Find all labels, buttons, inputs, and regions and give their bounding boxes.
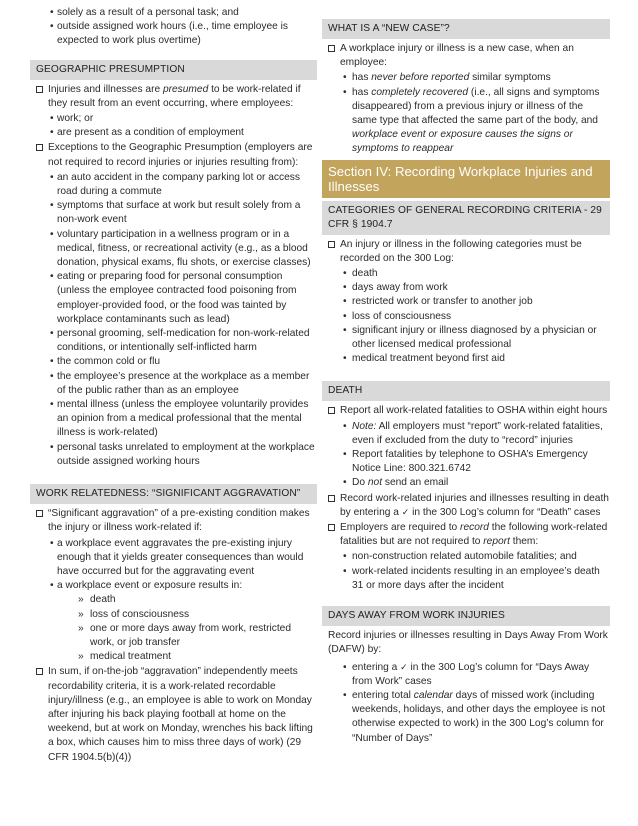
list-item: • work-related incidents resulting in an employee’s death 31 or more days after the incident [322, 565, 610, 593]
checkbox-item: Report all work-related fatalities to OSHA within eight hours [322, 404, 610, 418]
categories-list [322, 267, 610, 366]
checkbox-icon [36, 668, 43, 675]
bullet-list [30, 112, 317, 140]
list-item: • entering a ✓ in the 300 Log’s column for “Days Away from Work” cases [322, 661, 610, 689]
checkbox-icon [328, 524, 335, 531]
list-item: • loss of consciousness [322, 310, 610, 324]
sub-list-item: » loss of consciousness [30, 608, 317, 622]
list-item: • work; or [30, 112, 317, 126]
list-item: • medical treatment beyond first aid [322, 352, 610, 366]
list-item: • a workplace event or exposure results in: » death » loss of consciousness » one or more days away from work, restricted work, or job transfer » medical treatment [30, 579, 317, 664]
list-item: • mental illness (unless the employee voluntarily provides an opinion from a medical professional that the mental illness is work-related) [30, 398, 317, 441]
checkbox-item: In sum, if on-the-job “aggravation” independently meets recordability criteria, it is a work-related recordable injury/illness (e.g., an employee is able to work on Monday after injuring his back playing football at home on the weekend, but at work on Monday, wrenches his back lifting a box, which causes him to miss three days of work) (29 CFR 1904.5(b)(4)) [30, 665, 317, 764]
check-mark-icon: ✓ [401, 507, 410, 518]
check-mark-icon: ✓ [400, 662, 408, 673]
checkbox-icon [36, 144, 43, 151]
section-header-geographic-presumption: GEOGRAPHIC PRESUMPTION [30, 60, 317, 80]
list-item: • days away from work [322, 281, 610, 295]
list-item: • personal grooming, self-medication for non-work-related conditions, or intentionally self-inflicted harm [30, 327, 317, 355]
sub-list-item: » death [30, 593, 317, 607]
list-item: • has completely recovered (i.e., all signs and symptoms disappeared) from a previous injury or illness of the same type that affected the same part of the body, and workplace event or exposure causes the signs or symptoms to reappear [322, 86, 610, 157]
exceptions-list [30, 171, 317, 469]
section-header-categories: CATEGORIES OF GENERAL RECORDING CRITERIA - 29 CFR § 1904.7 [322, 201, 610, 235]
right-column [322, 0, 610, 747]
checkbox-item: A workplace injury or illness is a new case, when an employee: [322, 42, 610, 70]
checkbox-item: Injuries and illnesses are presumed to be work-related if they result from an event occurring, where employees: [30, 83, 317, 111]
list-item: • entering total calendar days of missed work (including weekends, holidays, and other days the employee is not otherwise expected to work) in the 300 Log’s column for “Number of Days” [322, 689, 610, 746]
paragraph: Record injuries or illnesses resulting in Days Away From Work (DAFW) by: [328, 630, 608, 656]
sub-list [30, 593, 317, 664]
checkbox-item: Record work-related injuries and illnesses resulting in death by entering a ✓ in the 300 Log’s column for “Death” cases [322, 492, 610, 520]
checkbox-item: Employers are required to record the following work-related fatalities but are not required to report them: [322, 521, 610, 549]
bullet-list [322, 550, 610, 593]
bullet-list [322, 420, 610, 491]
checkbox-icon [328, 407, 335, 414]
checkbox-icon [36, 510, 43, 517]
checkbox-icon [36, 86, 43, 93]
checkbox-icon [328, 241, 335, 248]
bullet-list [322, 71, 610, 156]
left-column [30, 0, 317, 766]
list-item: • significant injury or illness diagnosed by a physician or other licensed medical professional [322, 324, 610, 352]
list-item: • personal tasks unrelated to employment at the workplace outside assigned working hours [30, 441, 317, 469]
section-header-death: DEATH [322, 381, 610, 401]
list-item: • an auto accident in the company parking lot or access road during a commute [30, 171, 317, 199]
list-item: • solely as a result of a personal task; and [30, 6, 317, 20]
list-item: • the common cold or flu [30, 355, 317, 369]
bullet-list [322, 661, 610, 746]
checkbox-item: Exceptions to the Geographic Presumption (employers are not required to record injuries or injuries resulting from): [30, 141, 317, 169]
list-item: • restricted work or transfer to another job [322, 295, 610, 309]
sub-list-item: » one or more days away from work, restricted work, or job transfer [30, 622, 317, 650]
top-bullet-list [30, 6, 317, 49]
list-item: • outside assigned work hours (i.e., time employee is expected to work plus overtime) [30, 20, 317, 48]
list-item: • are present as a condition of employment [30, 126, 317, 140]
section-title-recording: Section IV: Recording Workplace Injuries and Illnesses [322, 160, 610, 198]
list-item: • Note: All employers must “report” work-related fatalities, even if excluded from the duty to “record” injuries [322, 420, 610, 448]
checkbox-item: “Significant aggravation” of a pre-existing condition makes the injury or illness work-related if: [30, 507, 317, 535]
checkbox-item: An injury or illness in the following categories must be recorded on the 300 Log: [322, 238, 610, 266]
list-item: • Do not send an email [322, 476, 610, 490]
list-item: • the employee’s presence at the workplace as a member of the public rather than as an employee [30, 370, 317, 398]
list-item: • Report fatalities by telephone to OSHA’s Emergency Notice Line: 800.321.6742 [322, 448, 610, 476]
list-item: • a workplace event aggravates the pre-existing injury enough that it yields greater consequences than would have occurred but for the aggravating event [30, 537, 317, 580]
sub-list-item: » medical treatment [30, 650, 317, 664]
section-header-dafw: DAYS AWAY FROM WORK INJURIES [322, 606, 610, 626]
checkbox-icon [328, 45, 335, 52]
list-item: • has never before reported similar symptoms [322, 71, 610, 85]
list-item: • non-construction related automobile fatalities; and [322, 550, 610, 564]
list-item: • symptoms that surface at work but result solely from a non-work event [30, 199, 317, 227]
list-item: • death [322, 267, 610, 281]
section-header-significant-aggravation: WORK RELATEDNESS: “SIGNIFICANT AGGRAVATION” [30, 484, 317, 504]
list-item: • voluntary participation in a wellness program or in a medical, fitness, or recreational activity (e.g., as a blood donation, physical exams, flu shots, or exercise classes) [30, 228, 317, 271]
section-header-new-case: WHAT IS A “NEW CASE”? [322, 19, 610, 39]
checkbox-icon [328, 495, 335, 502]
list-item: • eating or preparing food for personal consumption (unless the employee contracted food poisoning from employer-provided food, or the food was tainted by workplace contaminants such as lead) [30, 270, 317, 327]
bullet-list [30, 537, 317, 665]
